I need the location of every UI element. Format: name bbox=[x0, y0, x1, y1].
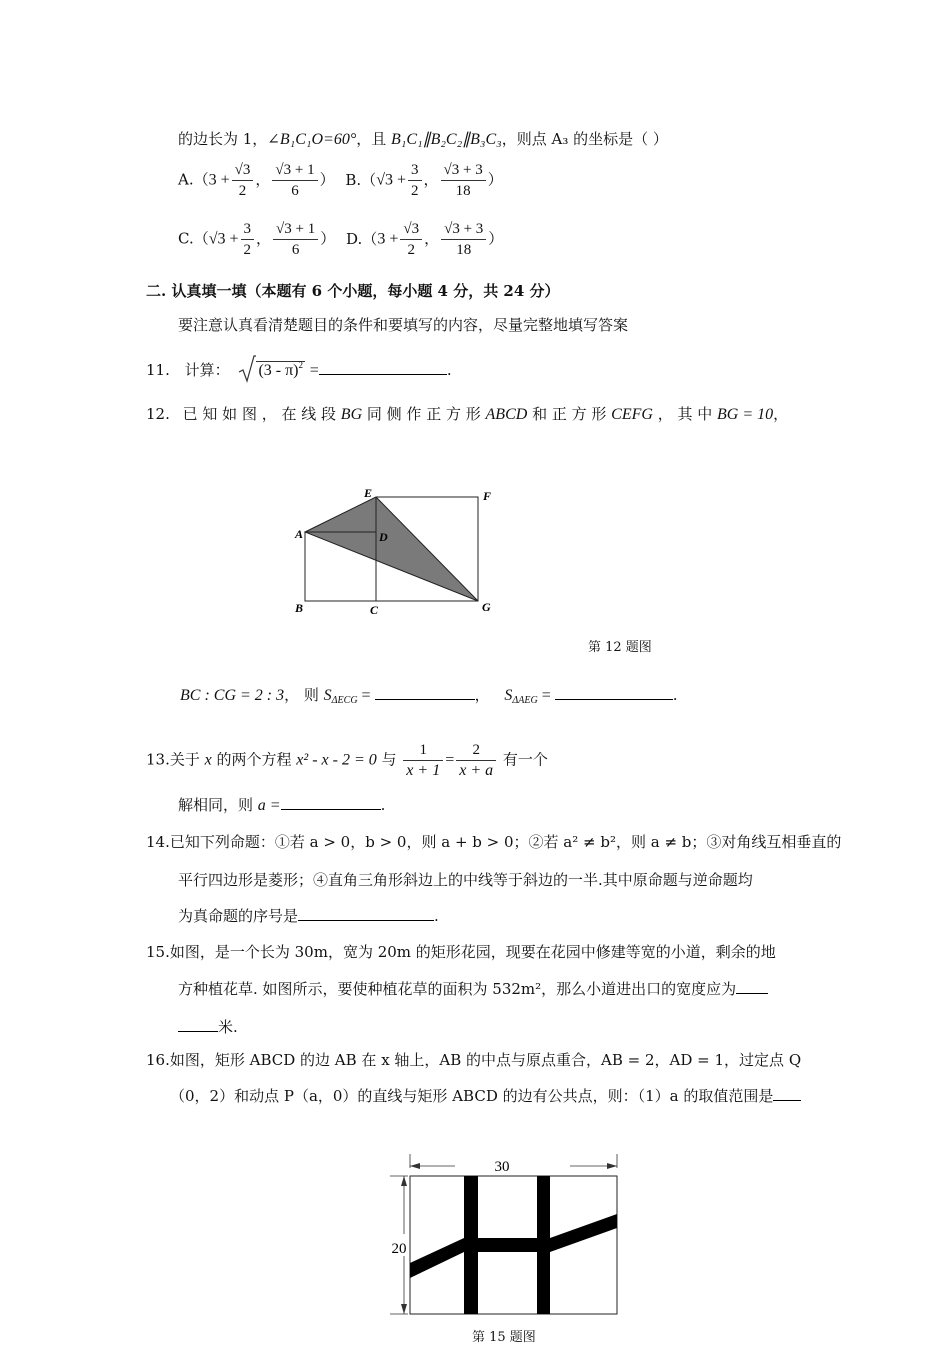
q12-stem: 12. 已 知 如 图 ， 在 线 段 BG 同 侧 作 正 方 形 ABCD 和 正 方 形 CEFG ， 其 中 BG = 10， bbox=[146, 405, 789, 423]
q14-answer-blank[interactable] bbox=[298, 906, 434, 921]
radical-sign-icon bbox=[238, 355, 256, 383]
q15-line3: 米. bbox=[178, 1016, 238, 1037]
label-c: C bbox=[370, 603, 379, 617]
q14-line3: 为真命题的序号是 . bbox=[178, 907, 439, 925]
q12-answer-blank-2[interactable] bbox=[555, 685, 673, 700]
label-b: B bbox=[295, 601, 304, 615]
q15-line2: 方种植花草. 如图所示，要使种植花草的面积为 532m²，那么小道进出口的宽度应为 bbox=[178, 978, 768, 999]
arrow-up-icon bbox=[401, 1176, 407, 1186]
section-2-title: 二. 认真填一填（本题有 6 个小题，每小题 4 分，共 24 分） bbox=[146, 282, 560, 300]
q15-figure-caption: 第 15 题图 bbox=[472, 1330, 536, 1345]
label-g: G bbox=[482, 600, 491, 614]
q12-figure bbox=[290, 482, 510, 617]
horizontal-path-middle bbox=[478, 1238, 537, 1252]
q16-line1: 16.如图，矩形 ABCD 的边 AB 在 x 轴上，AB 的中点与原点重合，AB = 2，AD = 1，过定点 Q bbox=[146, 1051, 802, 1069]
q11-number: 11. bbox=[146, 361, 170, 379]
q12-conclusion: BC : CG = 2 : 3， 则 $S_{\Delta ECG}$ = ， $S_{\Delta AEG}$ = . bbox=[180, 686, 678, 706]
option-d-label: D.（ bbox=[346, 229, 378, 248]
dimension-height-label: 20 bbox=[391, 1241, 407, 1257]
q10-stem: 的边长为 1，∠B₁C₁O=60°，且 B₁C₁∥B₂C₂∥B₃C₃，则点 A₃ 的坐标是（ ） bbox=[178, 130, 668, 148]
arrow-left-icon bbox=[410, 1163, 420, 1169]
q15-answer-blank-start[interactable] bbox=[736, 979, 768, 994]
q14-line2: 平行四边形是菱形；④直角三角形斜边上的中线等于斜边的一半.其中原命题与逆命题均 bbox=[178, 871, 753, 889]
q16-answer-blank[interactable] bbox=[773, 1086, 801, 1101]
q15-answer-blank-end[interactable] bbox=[178, 1017, 218, 1032]
section-2-instruction: 要注意认真看清楚题目的条件和要填写的内容，尽量完整地填写答案 bbox=[178, 316, 629, 334]
q15-figure bbox=[385, 1152, 625, 1320]
q12-answer-blank-1[interactable] bbox=[375, 685, 475, 700]
q13-stem: 13.关于 x 的两个方程 x² - x - 2 = 0 与 $\frac{1}{x + 1}$ = $\frac{2}{x + a}$ 有一个 bbox=[146, 742, 548, 779]
q10-options-ab: A.（3 + $\frac{√3}{2}$ ， $\frac{√3 + 1}{6}$ ） B.（√3 + $\frac{3}{2}$ ， $\frac{√3 + 3}{18}$ ） bbox=[178, 162, 503, 199]
q12-figure-caption: 第 12 题图 bbox=[588, 640, 652, 655]
q11-radical: (3 - π)$^2$ bbox=[238, 355, 305, 383]
label-d: D bbox=[379, 530, 388, 544]
q11: 11. 计算： (3 - π)$^2$ = . bbox=[146, 355, 452, 383]
arrow-down-icon bbox=[401, 1304, 407, 1314]
q13-line2: 解相同，则 a = . bbox=[178, 796, 386, 814]
q14-line1: 14.已知下列命题：①若 a > 0，b > 0，则 a + b > 0；②若 a² ≠ b²，则 a ≠ b；③对角线互相垂直的 bbox=[146, 833, 842, 851]
q10-options-cd: C.（√3 + $\frac{3}{2}$ ， $\frac{√3 + 1}{6}$ ） D.（3 + $\frac{√3}{2}$ ， $\frac{√3 + 3}{18}$ ） bbox=[178, 221, 504, 258]
option-c-label: C.（ bbox=[178, 229, 209, 248]
q16-line2: （0，2）和动点 P（a，0）的直线与矩形 ABCD 的边有公共点，则：（1）a 的取值范围是 bbox=[170, 1085, 801, 1106]
label-e: E bbox=[364, 486, 373, 500]
q13-answer-blank[interactable] bbox=[281, 795, 381, 810]
shaded-triangle-aeg bbox=[305, 497, 478, 601]
q15-line1: 15.如图，是一个长为 30m，宽为 20m 的矩形花园，现要在花园中修建等宽的小道，剩余的地 bbox=[146, 943, 776, 961]
option-b-label: B.（ bbox=[345, 170, 377, 189]
label-a: A bbox=[295, 527, 304, 541]
option-a-label: A.（ bbox=[178, 170, 209, 189]
arrow-right-icon bbox=[607, 1163, 617, 1169]
dimension-width-label: 30 bbox=[494, 1159, 510, 1175]
label-f: F bbox=[483, 489, 492, 503]
q11-answer-blank[interactable] bbox=[319, 360, 447, 375]
